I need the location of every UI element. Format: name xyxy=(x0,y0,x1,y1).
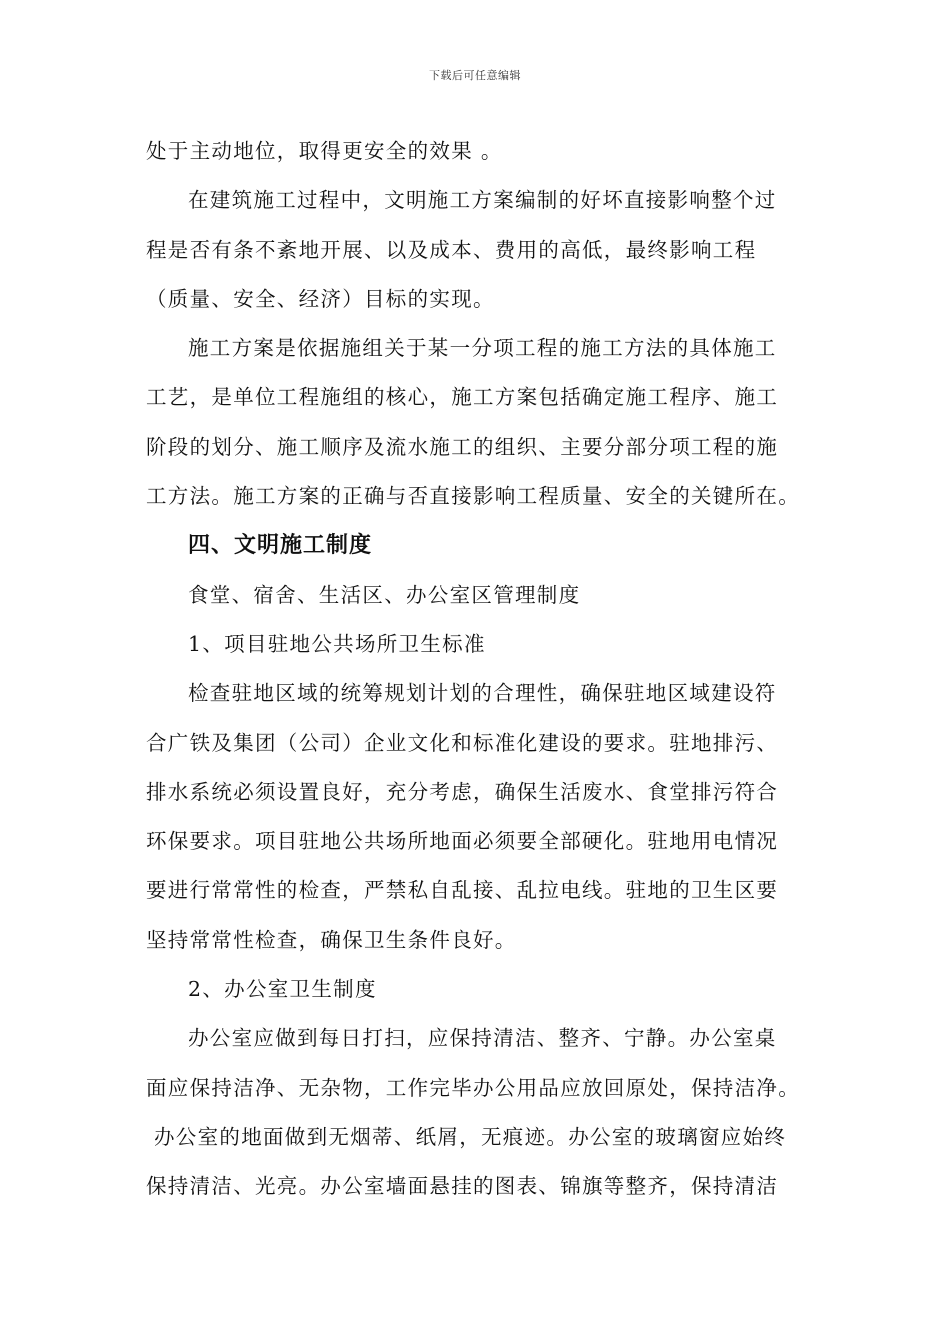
paragraph-line: 面应保持洁净、无杂物，工作完毕办公用品应放回原处，保持洁净。 xyxy=(146,1075,800,1100)
paragraph-line: 排水系统必须设置良好，充分考虑，确保生活废水、食堂排污符合 xyxy=(146,779,779,804)
subsection-title: 食堂、宿舍、生活区、办公室区管理制度 xyxy=(188,582,581,607)
paragraph-line: 工方法。施工方案的正确与否直接影响工程质量、安全的关键所在。 xyxy=(146,484,800,509)
paragraph-line: 合广铁及集团（公司）企业文化和标准化建设的要求。驻地排污、 xyxy=(146,730,779,755)
paragraph-line: （质量、安全、经济）目标的实现。 xyxy=(146,286,495,311)
paragraph-line: 施工方案是依据施组关于某一分项工程的施工方法的具体施工 xyxy=(188,336,777,361)
subsection-title: 2、办公室卫生制度 xyxy=(188,977,377,1002)
subsection-title: 1、项目驻地公共场所卫生标准 xyxy=(188,631,486,656)
paragraph-line: 检查驻地区域的统筹规划计划的合理性，确保驻地区域建设符 xyxy=(188,681,777,706)
paragraph-line: 坚持常常性检查，确保卫生条件良好。 xyxy=(146,927,517,952)
paragraph-line: 办公室应做到每日打扫，应保持清洁、整齐、宁静。办公室桌 xyxy=(188,1026,777,1051)
section-heading: 四、文明施工制度 xyxy=(188,533,373,559)
paragraph-line: 在建筑施工过程中，文明施工方案编制的好坏直接影响整个过 xyxy=(188,188,777,213)
page-header: 下载后可任意编辑 xyxy=(429,69,521,82)
paragraph-line: 要进行常常性的检查，严禁私自乱接、乱拉电线。驻地的卫生区要 xyxy=(146,878,779,903)
document-body xyxy=(146,127,810,1212)
paragraph-line: 环保要求。项目驻地公共场所地面必须要全部硬化。驻地用电情况 xyxy=(146,829,779,854)
paragraph-line: 程是否有条不紊地开展、以及成本、费用的高低，最终影响工程 xyxy=(146,237,757,262)
paragraph-line: 阶段的划分、施工顺序及流水施工的组织、主要分部分项工程的施 xyxy=(146,434,779,459)
paragraph-line: 处于主动地位，取得更安全的效果 。 xyxy=(146,139,503,163)
paragraph-line: 办公室的地面做到无烟蒂、纸屑，无痕迹。办公室的玻璃窗应始终 xyxy=(154,1124,787,1149)
paragraph-line: 工艺，是单位工程施组的核心，施工方案包括确定施工程序、施工 xyxy=(146,385,779,410)
paragraph-line: 保持清洁、光亮。办公室墙面悬挂的图表、锦旗等整齐，保持清洁 xyxy=(146,1174,779,1199)
